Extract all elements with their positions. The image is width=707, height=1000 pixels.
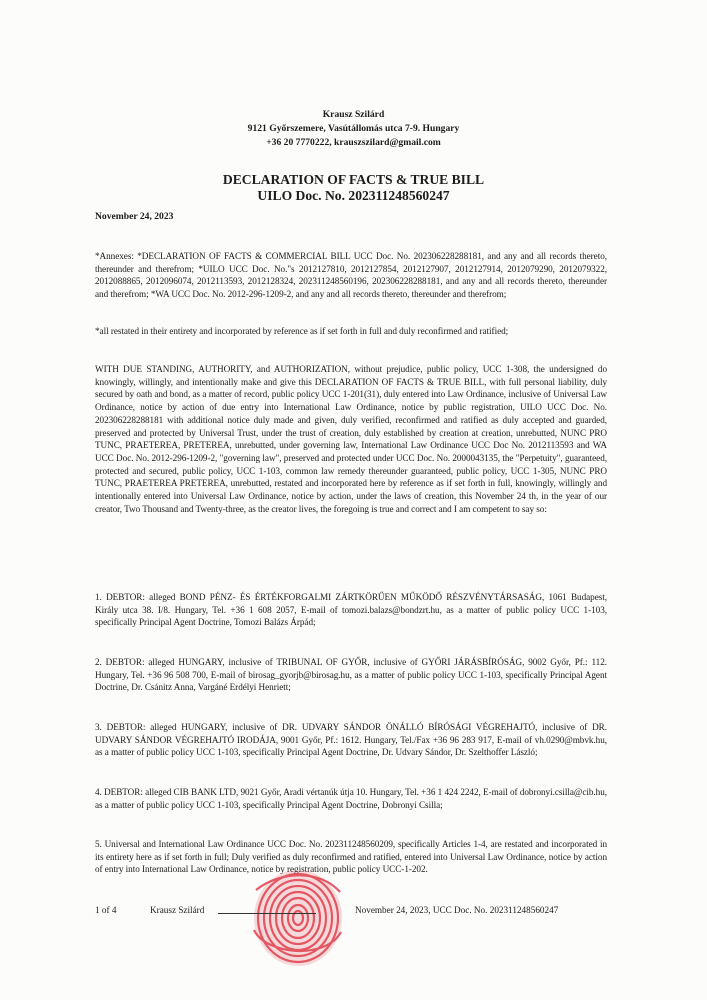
debtor-2-paragraph: 2. DEBTOR: alleged HUNGARY, inclusive of TRIBUNAL OF GYŐR, inclusive of GYŐRI JÁRÁSBÍRÓSÁG, 9002 Győr, Pf.: 112. Hungary, Tel. +36 96 508 700, E-mail of birosag_gyorjb@birosag.hu, as a matter of public policy UCC 1-103, specifically Principal Agent Doctrine, Dr. Csánitz Anna, Vargáné Erdélyi Henriett; [95, 657, 607, 693]
document-date: November 24, 2023 [95, 211, 174, 222]
signature-line [218, 913, 316, 914]
declaration-paragraph: WITH DUE STANDING, AUTHORITY, and AUTHORIZATION, without prejudice, public policy, UCC 1-308, the undersigned do knowingly, willingly, and intentionally make and give this DECLARATION OF FACTS & TRUE BILL, with full personal liability, duly secured by oath and bond, as a matter of record, public policy UCC 1-201(31), duly entered into Law Ordinance, inclusive of Universal Law Ordinance, notice by action of due entry into International Law Ordinance, notice by public registration, UILO UCC Doc. No. 202306228288181 with additional notice duly made and given, duly verified, reconfirmed and ratified as duly accepted and guarded, preserved and protected by Universal Trust, under the trust of creation, duly established by creation at creation, unrebutted, NUNC PRO TUNC, PRAETEREA, PRETEREA, unrebutted, under governing law, International Law Ordinance UCC Doc No. 2012113593 and WA UCC Doc. No. 2012-296-1209-2, "governing law", preserved and protected under UCC Doc. No. 2000043135, the "Perpetuity", guaranteed, protected and secured, public policy, UCC 1-103, common law remedy thereunder guaranteed, public policy, UCC 1-305, NUNC PRO TUNC, PRAETEREA PRETEREA, unrebutted, restated and incorporated here by reference as if set forth in full, knowingly, willingly and intentionally entered into Universal Law Ordinance, notice by action, under the laws of creation, this November 24 th, in the year of our creator, Two Thousand and Twenty-three, as the creator lives, the foregoing is true and correct and I am competent to say so: [95, 364, 607, 514]
author-contact: +36 20 7770222, krauszszilard@gmail.com [266, 137, 441, 148]
author-name: Krausz Szilárd [322, 109, 385, 120]
page-number: 1 of 4 [95, 905, 117, 915]
author-address: 9121 Győrszemere, Vasútállomás utca 7-9. Hungary [247, 123, 460, 134]
document-title [0, 172, 707, 204]
item-5-paragraph: 5. Universal and International Law Ordinance UCC Doc. No. 202311248560209, specifically Articles 1-4, are restated and incorporated in its entirety here as if set forth in full; Duly verified as duly reconfirmed and ratified, entered into Universal Law Ordinance, notice by action of entry into International Law Ordinance, notice by registration, public policy UCC-1-202. [95, 839, 607, 875]
debtor-3-paragraph: 3. DEBTOR: alleged HUNGARY, inclusive of DR. UDVARY SÁNDOR ÖNÁLLÓ BÍRÓSÁGI VÉGREHAJTÓ, inclusive of DR. UDVARY SÁNDOR VÉGREHAJTÓ IRODÁJA, 9001 Győr, Pf.: 1612. Hungary, Tel./Fax +36 96 283 917, E-mail of vh.0290@mbvk.hu, as a matter of public policy UCC 1-103, specifically Principal Agent Doctrine, Dr. Udvary Sándor, Dr. Szelthoffer László; [95, 722, 607, 758]
annexes-paragraph: *Annexes: *DECLARATION OF FACTS & COMMERCIAL BILL UCC Doc. No. 202306228288181, and any and all records thereto, thereunder and therefrom; *UILO UCC Doc. No."s 2012127810, 2012127854, 2012127907, 2012127914, 2012079290, 2012079322, 2012088865, 2012096074, 2012113593, 2012128324, 202311248560196, 202306228288181, and any and all records thereto, thereunder and therefrom; *WA UCC Doc. No. 2012-296-1209-2, and any and all records thereto, thereunder and therefrom; [95, 251, 607, 300]
fingerprint-stamp [236, 860, 356, 970]
letterhead [0, 108, 707, 150]
debtor-1-paragraph: 1. DEBTOR: alleged BOND PÉNZ- ÉS ÉRTÉKFORGALMI ZÁRTKÖRŰEN MŰKÖDŐ RÉSZVÉNYTÁRSASÁG, 1061 Budapest, Király utca 38. I/8. Hungary, Tel. +36 1 608 2057, E-mail of tomozi.balazs@bondzrt.hu, as a matter of public policy UCC 1-103, specifically Principal Agent Doctrine, Tomozi Balázs Árpád; [95, 592, 607, 628]
debtor-4-paragraph: 4. DEBTOR: alleged CIB BANK LTD, 9021 Győr, Aradi vértanúk útja 10. Hungary, Tel. +36 1 424 2242, E-mail of dobronyi.csilla@cib.hu, as a matter of public policy UCC 1-103, specifically Principal Agent Doctrine, Dobronyi Csilla; [95, 787, 607, 810]
footer-reference: November 24, 2023, UCC Doc. No. 202311248560247 [355, 905, 559, 915]
title-line-2: UILO Doc. No. 202311248560247 [257, 188, 450, 203]
title-line-1: DECLARATION OF FACTS & TRUE BILL [222, 172, 485, 187]
restated-paragraph: *all restated in their entirety and incorporated by reference as if set forth in full and duly reconfirmed and ratified; [95, 326, 509, 336]
signer-name: Krausz Szilárd [150, 905, 205, 915]
